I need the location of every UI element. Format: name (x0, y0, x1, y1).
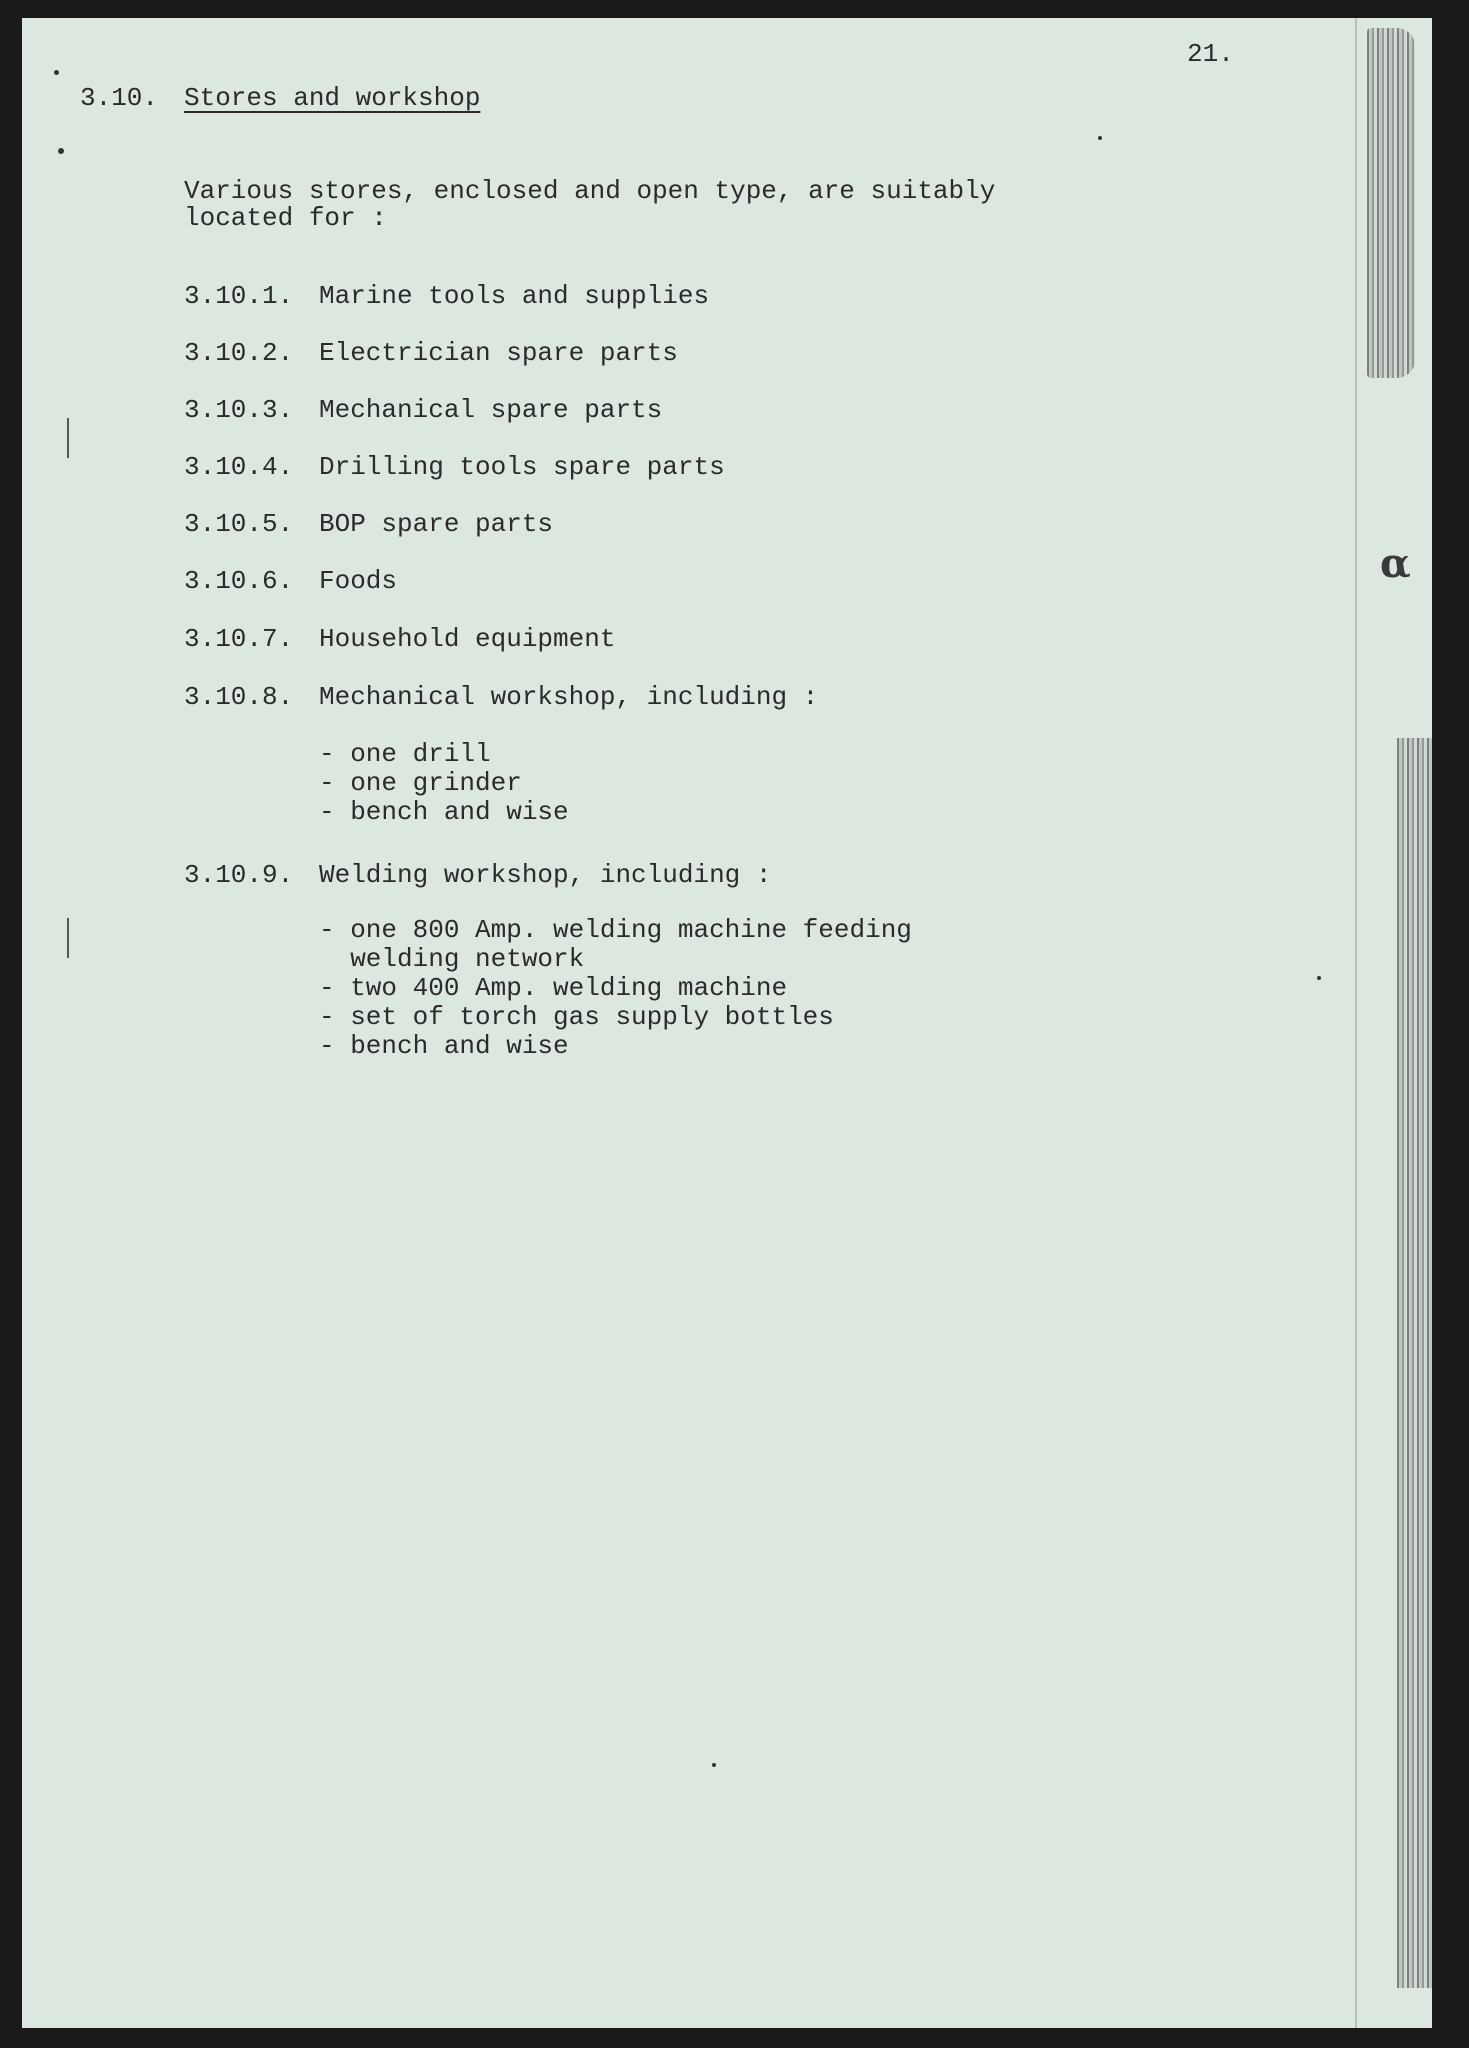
list-item-label: BOP spare parts (319, 509, 554, 539)
sub-list: - one 800 Amp. welding machine feeding welding network - two 400 Amp. welding machine - set of torch gas supply bottles - bench and wise (319, 915, 912, 1061)
list-item-number: 3.10.8. (184, 682, 294, 712)
list-item-number: 3.10.6. (184, 566, 294, 596)
speck (54, 70, 59, 75)
speck (1317, 976, 1321, 980)
list-item-number: 3.10.1. (184, 281, 294, 311)
section-number: 3.10. (80, 83, 159, 113)
document-page (22, 18, 1432, 2028)
binding-strip-bottom (1397, 738, 1432, 1988)
list-item-label: Household equipment (319, 624, 616, 654)
speck (58, 148, 64, 154)
intro-paragraph: Various stores, enclosed and open type, are suitably located for : (184, 176, 996, 233)
speck (1098, 136, 1102, 140)
list-item-number: 3.10.7. (184, 624, 294, 654)
speck (712, 1763, 716, 1767)
list-item-number: 3.10.5. (184, 509, 294, 539)
margin-mark (67, 918, 69, 958)
list-item-label: Marine tools and supplies (319, 281, 710, 311)
margin-handwritten-mark: α (1380, 540, 1411, 587)
sub-list: - one drill - one grinder - bench and wise (319, 739, 569, 827)
list-item-label: Drilling tools spare parts (319, 452, 725, 482)
section-title: Stores and workshop (184, 83, 481, 113)
list-item-number: 3.10.2. (184, 338, 294, 368)
page-number: 21. (1187, 39, 1234, 69)
list-item-label: Foods (319, 566, 398, 596)
list-item-number: 3.10.3. (184, 395, 294, 425)
list-item-label: Welding workshop, including : (319, 860, 772, 890)
list-item-label: Mechanical workshop, including : (319, 682, 819, 712)
page-edge-shadow (1355, 18, 1357, 2028)
binding-strip-top (1367, 28, 1415, 378)
list-item-number: 3.10.4. (184, 452, 294, 482)
list-item-label: Mechanical spare parts (319, 395, 663, 425)
list-item-label: Electrician spare parts (319, 338, 678, 368)
list-item-number: 3.10.9. (184, 860, 294, 890)
margin-mark (67, 418, 69, 458)
